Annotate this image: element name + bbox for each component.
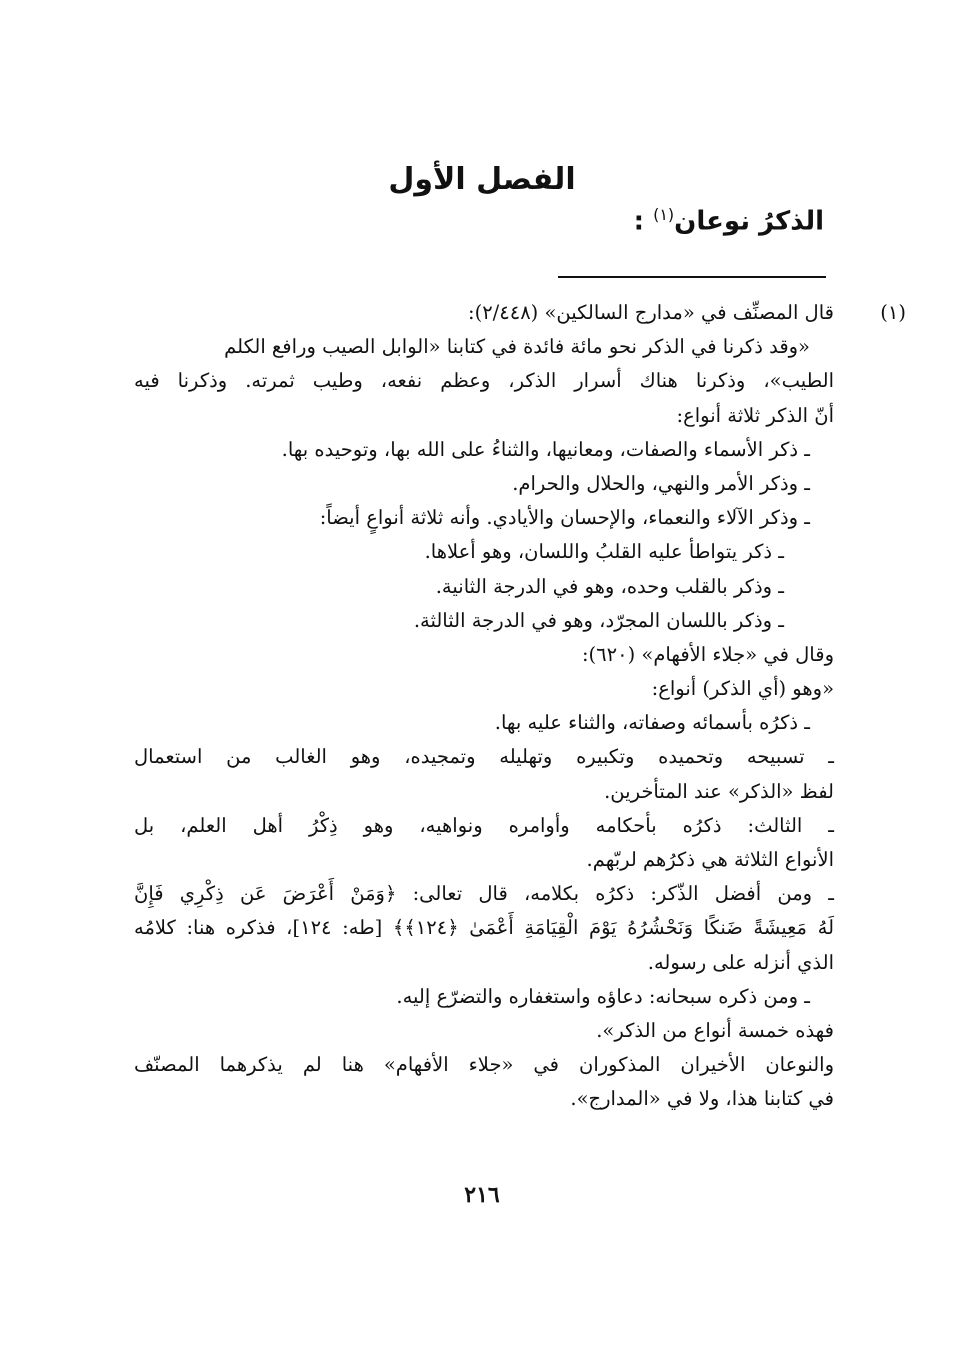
footnote-line: ـ وذكر بالقلب وحده، وهو في الدرجة الثانية.	[435, 574, 784, 598]
footnote-line: وقال في «جلاء الأفهام» (٦٢٠):	[581, 642, 834, 666]
footnote-line: ـ ذكر يتواطأ عليه القلبُ واللسان، وهو أعلاها.	[424, 540, 784, 564]
footnote-line: «وقد ذكرنا في الذكر نحو مائة فائدة في كتابنا «الوابل الصيب ورافع الكلم	[224, 335, 810, 359]
footnote-line: ـ ذكر الأسماء والصفات، ومعانيها، والثناءُ على الله بها، وتوحيده بها.	[281, 437, 810, 461]
chapter-title: الفصل الأول	[388, 162, 576, 197]
footnote-line: ـ وذكر الآلاء والنعماء، والإحسان والأيادي. وأنه ثلاثة أنواعٍ أيضاً:	[319, 506, 810, 530]
footnote-line-text: قال المصنِّف في «مدارج السالكين» (٢/٤٤٨):	[468, 301, 834, 324]
footnote-line: الذي أنزله على رسوله.	[647, 950, 834, 974]
footnote-line: الطيب»، وذكرنا هناك أسرار الذكر، وعظم نفعه، وطيب ثمرته. وذكرنا فيه	[134, 369, 834, 393]
footnote-reference: (١)	[653, 205, 675, 224]
section-heading-text: الذكرُ نوعان	[674, 206, 824, 237]
footnote-line: ـ تسبيحه وتحميده وتكبيره وتهليله وتمجيده، وهو الغالب من استعمال	[134, 745, 834, 769]
footnote-line: لَهُ مَعِيشَةً ضَنكًا وَنَحْشُرُهُ يَوْمَ الْقِيَامَةِ أَعْمَىٰ ﴿١٢٤﴾﴾ [طه: ١٢٤]، فذكره هنا: كلامُه	[134, 916, 835, 940]
footnote-body	[134, 296, 906, 1117]
page-number: ٢١٦	[464, 1182, 500, 1208]
footnote-line	[134, 296, 906, 330]
footnote-line: أنّ الذكر ثلاثة أنواع:	[676, 403, 834, 427]
footnote-line: ـ وذكر باللسان المجرّد، وهو في الدرجة الثالثة.	[413, 608, 784, 632]
footnote-line: ـ ومن ذكره سبحانه: دعاؤه واستغفاره والتضرّع إليه.	[396, 984, 810, 1008]
footnote-line: فهذه خمسة أنواع من الذكر».	[596, 1018, 834, 1042]
footnote-line: «وهو (أي الذكر) أنواع:	[651, 677, 834, 701]
footnote-separator	[558, 276, 826, 278]
footnote-line: في كتابنا هذا، ولا في «المدارج».	[570, 1087, 834, 1111]
footnote-line: ـ ذكرُه بأسمائه وصفاته، والثناء عليه بها.	[494, 711, 810, 735]
footnote-line: لفظ «الذكر» عند المتأخرين.	[604, 779, 834, 803]
footnote-line: ـ وذكر الأمر والنهي، والحلال والحرام.	[512, 471, 810, 495]
footnote-line: ـ الثالث: ذكرُه بأحكامه وأوامره ونواهيه، وهو ذِكْرُ أهل العلم، بل	[134, 813, 834, 837]
section-heading	[634, 205, 824, 237]
section-heading-colon: :	[633, 206, 645, 237]
footnote-line: ـ ومن أفضل الذّكر: ذكرُه بكلامه، قال تعالى: ﴿وَمَنْ أَعْرَضَ عَن ذِكْرِي فَإِنَّ	[134, 882, 834, 906]
footnote-line: والنوعان الأخيران المذكوران في «جلاء الأفهام» هنا لم يذكرهما المصنّف	[134, 1053, 834, 1077]
footnote-line: الأنواع الثلاثة هي ذكرُهم لربّهم.	[586, 848, 834, 871]
footnote-marker: (١)	[880, 301, 906, 324]
